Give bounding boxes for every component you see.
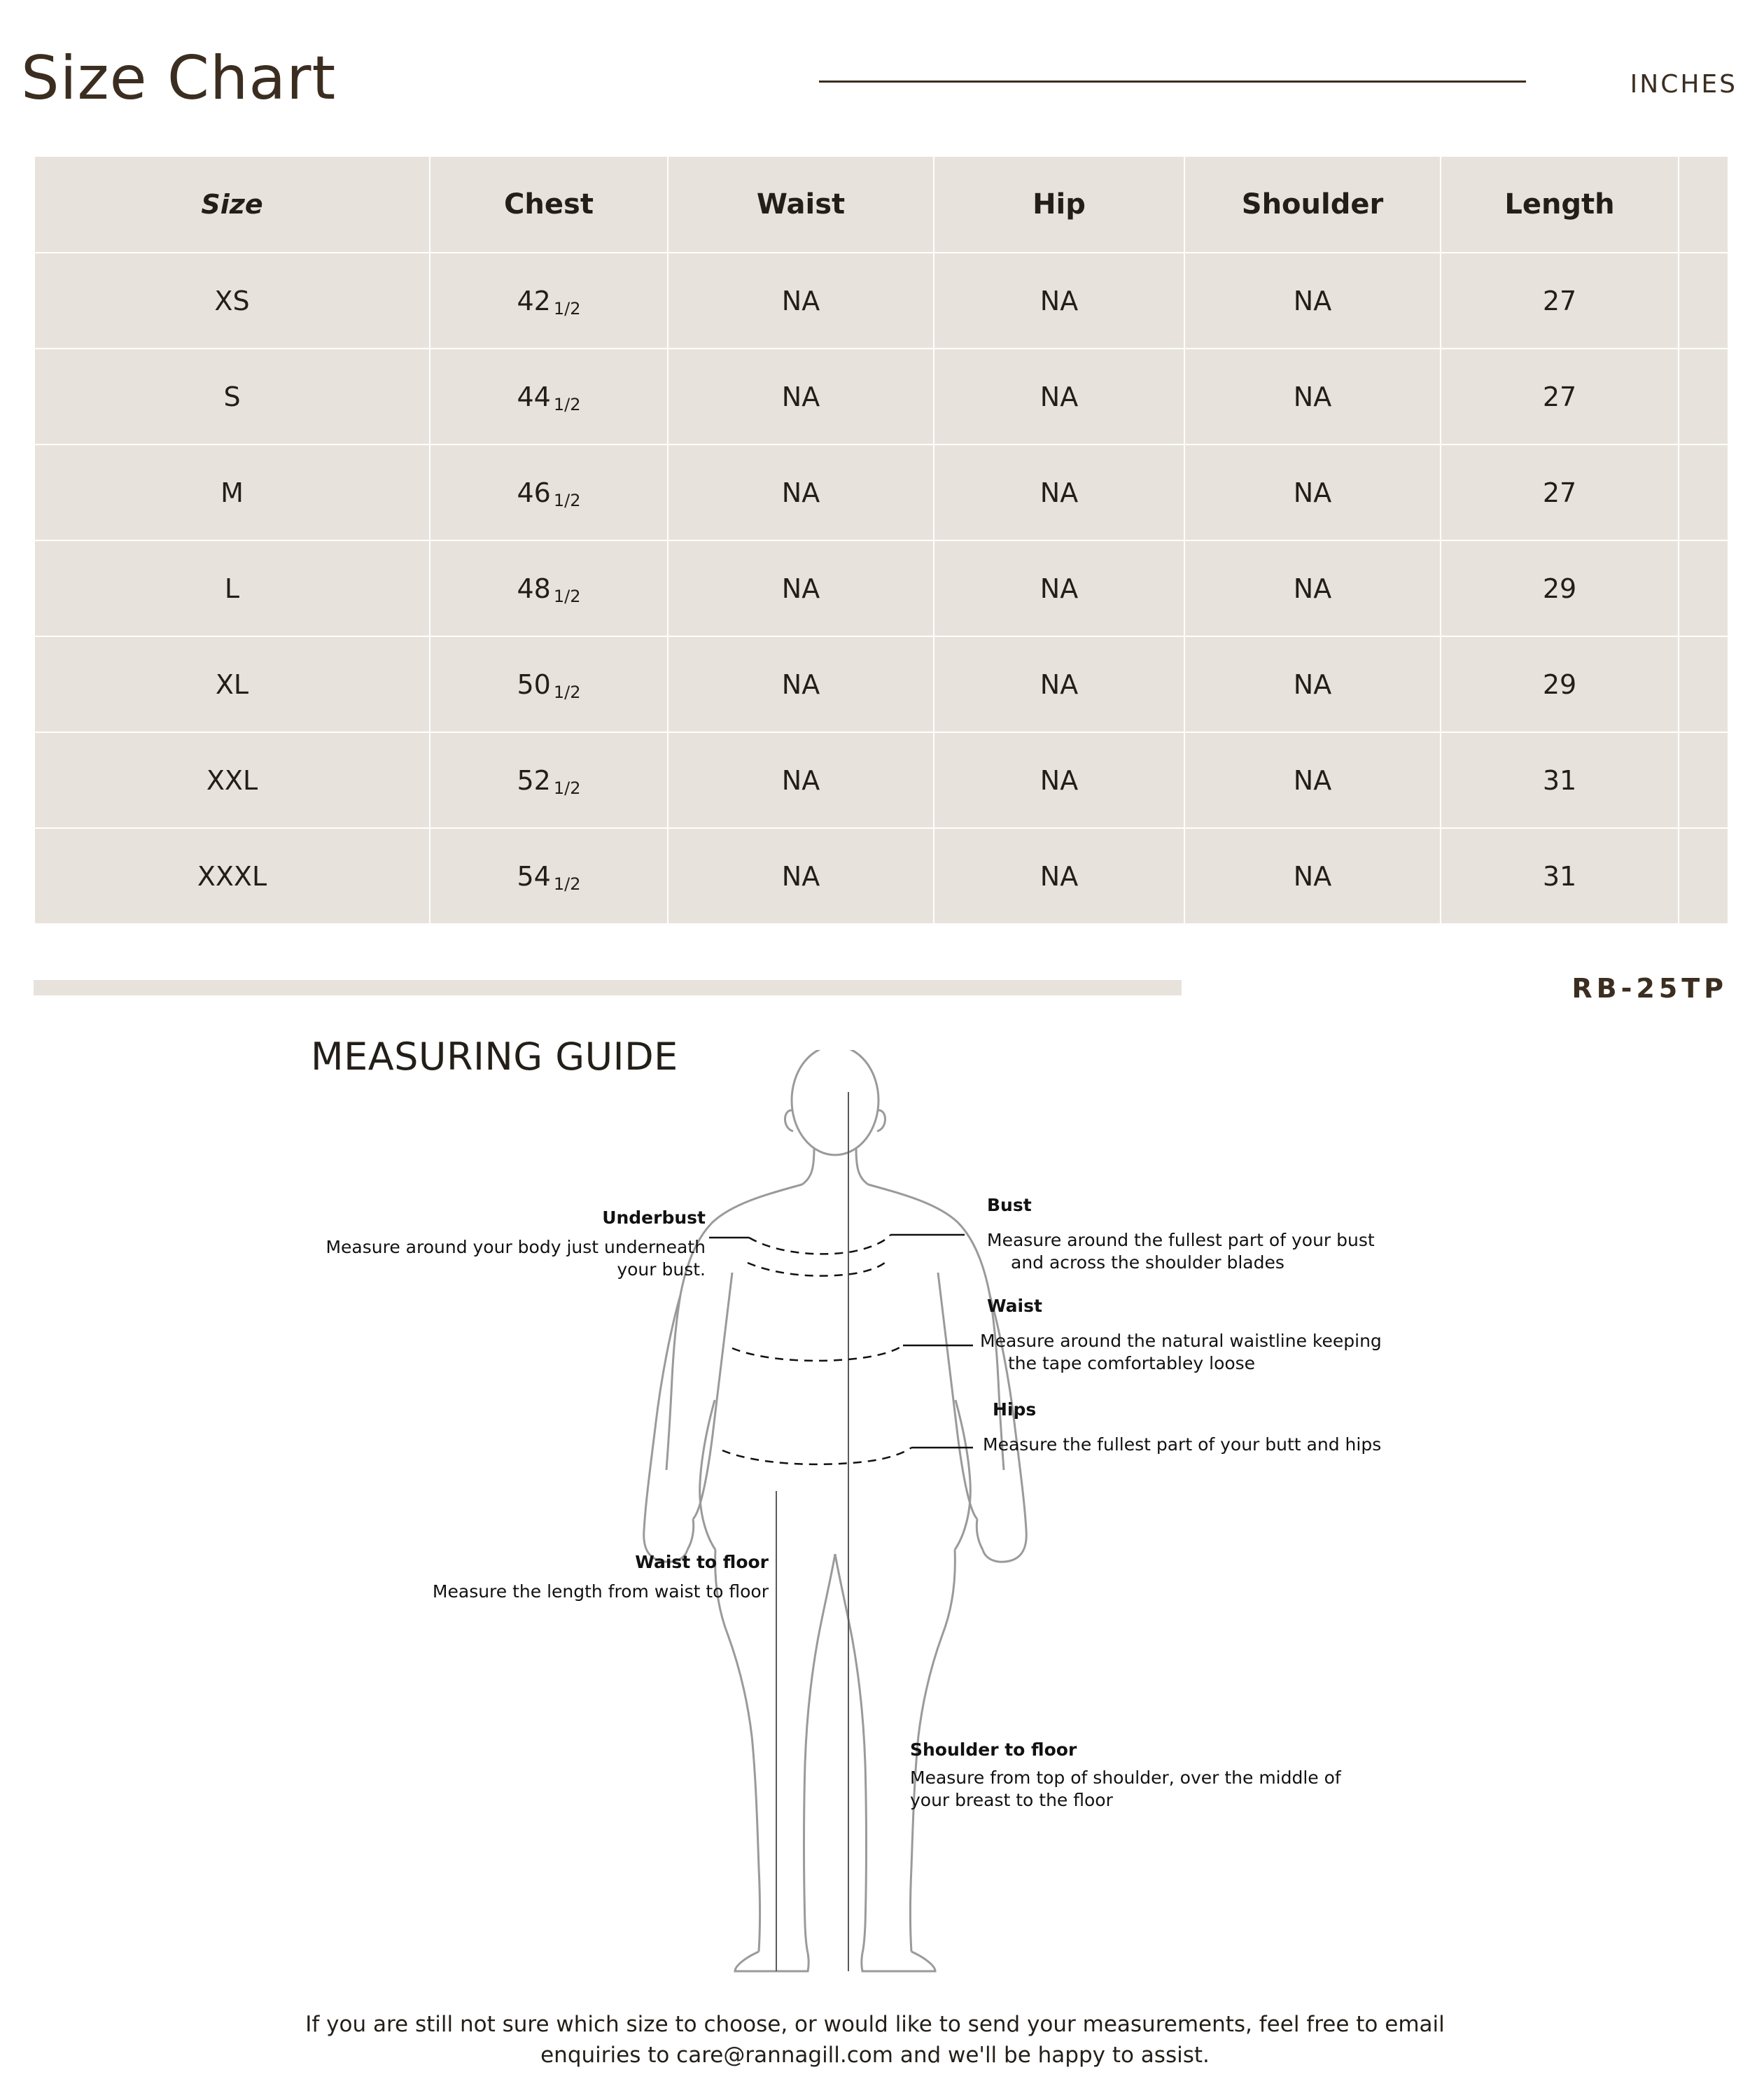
cell-size: XXL	[34, 732, 430, 828]
chest-value: 50	[517, 668, 551, 700]
cell-hip: NA	[934, 828, 1184, 924]
page-title: Size Chart	[21, 43, 337, 113]
cell-chest	[430, 540, 668, 636]
table-row	[34, 540, 1728, 636]
cell-chest	[430, 732, 668, 828]
footer-note-line1: If you are still not sure which size to choose, or would like to send your measurements, feel free to email	[305, 2012, 1445, 2037]
cell-hip: NA	[934, 732, 1184, 828]
measuring-guide-title: MEASURING GUIDE	[311, 1035, 678, 1079]
chest-value: 46	[517, 477, 551, 508]
column-header-shoulder: Shoulder	[1184, 156, 1441, 253]
bust-line1: Measure around the fullest part of your bust	[987, 1230, 1375, 1250]
measure-bands	[722, 1235, 911, 1464]
style-code: RB-25TP	[1572, 973, 1728, 1004]
header-divider	[819, 80, 1526, 83]
column-header-length: Length	[1441, 156, 1679, 253]
hips-line1: Measure the fullest part of your butt and hips	[983, 1434, 1382, 1455]
cell-spacer	[1679, 349, 1728, 444]
shoulder-to-floor-line1: Measure from top of shoulder, over the middle of	[910, 1768, 1341, 1788]
hips-band	[722, 1448, 911, 1464]
column-header-waist: Waist	[668, 156, 934, 253]
cell-size: S	[34, 349, 430, 444]
cell-waist: NA	[668, 540, 934, 636]
cell-shoulder: NA	[1184, 540, 1441, 636]
chest-fraction: 1/2	[553, 874, 581, 894]
underbust-label: Underbust	[602, 1208, 706, 1228]
bust-line2: and across the shoulder blades	[1011, 1252, 1284, 1273]
cell-length: 27	[1441, 349, 1679, 444]
footer-note-line2: enquiries to care@rannagill.com and we'll be happy to assist.	[540, 2043, 1210, 2068]
cell-size: L	[34, 540, 430, 636]
chest-fraction: 1/2	[553, 298, 581, 318]
chest-value: 42	[517, 285, 551, 316]
hips-label: Hips	[993, 1399, 1037, 1420]
waist-to-floor-line1: Measure the length from waist to floor	[432, 1581, 769, 1602]
chest-fraction: 1/2	[553, 394, 581, 414]
chest-fraction: 1/2	[553, 490, 581, 510]
body-outline-icon	[644, 1050, 1027, 1971]
table-row	[34, 253, 1728, 349]
cell-hip: NA	[934, 349, 1184, 444]
cell-shoulder: NA	[1184, 444, 1441, 540]
cell-spacer	[1679, 540, 1728, 636]
column-header-spacer	[1679, 156, 1728, 253]
annotation-shoulder-to-floor	[910, 1740, 1342, 1810]
cell-length: 29	[1441, 636, 1679, 732]
cell-size: XS	[34, 253, 430, 349]
cell-spacer	[1679, 253, 1728, 349]
cell-chest	[430, 444, 668, 540]
underbust-band	[748, 1261, 886, 1276]
cell-spacer	[1679, 732, 1728, 828]
size-table	[34, 155, 1729, 925]
cell-spacer	[1679, 828, 1728, 924]
cell-length: 31	[1441, 732, 1679, 828]
cell-shoulder: NA	[1184, 732, 1441, 828]
table-header-row	[34, 156, 1728, 253]
footer-accent-bar	[34, 980, 1182, 995]
waist-label: Waist	[987, 1296, 1042, 1316]
column-header-chest: Chest	[430, 156, 668, 253]
cell-waist: NA	[668, 636, 934, 732]
annotation-bust	[987, 1195, 1375, 1273]
waist-band	[732, 1345, 903, 1361]
chest-value: 54	[517, 860, 551, 892]
cell-spacer	[1679, 444, 1728, 540]
cell-length: 27	[1441, 253, 1679, 349]
cell-hip: NA	[934, 540, 1184, 636]
chest-value: 44	[517, 381, 551, 412]
cell-size: M	[34, 444, 430, 540]
vertical-measure-lines	[776, 1092, 848, 1971]
cell-length: 27	[1441, 444, 1679, 540]
table-row	[34, 349, 1728, 444]
waist-line1: Measure around the natural waistline keeping	[980, 1331, 1382, 1351]
cell-chest	[430, 349, 668, 444]
table-row	[34, 828, 1728, 924]
table-footer	[34, 973, 1728, 1005]
annotation-waist	[980, 1296, 1382, 1373]
table-row	[34, 732, 1728, 828]
bust-band	[749, 1235, 890, 1254]
cell-length: 31	[1441, 828, 1679, 924]
cell-chest	[430, 828, 668, 924]
cell-waist: NA	[668, 349, 934, 444]
cell-waist: NA	[668, 444, 934, 540]
cell-chest	[430, 253, 668, 349]
footer-note	[0, 2009, 1750, 2071]
chest-fraction: 1/2	[553, 778, 581, 798]
waist-to-floor-label: Waist to floor	[635, 1552, 769, 1572]
table-row	[34, 444, 1728, 540]
cell-size: XL	[34, 636, 430, 732]
column-header-hip: Hip	[934, 156, 1184, 253]
page-header	[0, 28, 1750, 119]
chest-value: 48	[517, 573, 551, 604]
cell-chest	[430, 636, 668, 732]
cell-shoulder: NA	[1184, 349, 1441, 444]
bust-label: Bust	[987, 1195, 1032, 1215]
shoulder-to-floor-label: Shoulder to floor	[910, 1740, 1077, 1760]
cell-size: XXXL	[34, 828, 430, 924]
chest-fraction: 1/2	[553, 682, 581, 702]
annotation-hips	[983, 1399, 1381, 1455]
cell-waist: NA	[668, 732, 934, 828]
chest-value: 52	[517, 764, 551, 796]
cell-waist: NA	[668, 828, 934, 924]
size-table-container	[34, 155, 1728, 925]
cell-hip: NA	[934, 636, 1184, 732]
leader-lines	[709, 1235, 973, 1448]
cell-spacer	[1679, 636, 1728, 732]
table-row	[34, 636, 1728, 732]
column-header-size: Size	[34, 156, 430, 253]
cell-hip: NA	[934, 253, 1184, 349]
underbust-line2: your bust.	[617, 1259, 706, 1280]
annotation-underbust	[326, 1208, 706, 1280]
underbust-line1: Measure around your body just underneath	[326, 1237, 706, 1257]
cell-shoulder: NA	[1184, 828, 1441, 924]
shoulder-to-floor-line2: your breast to the floor	[910, 1790, 1113, 1810]
waist-line2: the tape comfortabley loose	[1008, 1353, 1256, 1373]
unit-label: INCHES	[1630, 70, 1737, 99]
chest-fraction: 1/2	[553, 586, 581, 606]
measuring-guide-figure	[0, 1050, 1750, 1974]
annotation-waist-to-floor	[433, 1552, 769, 1602]
cell-shoulder: NA	[1184, 253, 1441, 349]
cell-length: 29	[1441, 540, 1679, 636]
cell-hip: NA	[934, 444, 1184, 540]
cell-waist: NA	[668, 253, 934, 349]
cell-shoulder: NA	[1184, 636, 1441, 732]
